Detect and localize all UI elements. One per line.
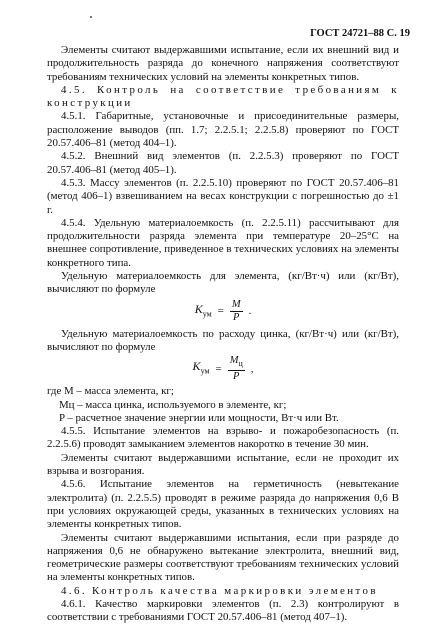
paragraph-zinc-formula-intro: Удельную материалоемкость по расходу цинка, (кг/Вт·ч) или (кг/Вт), вычисляют по формуле <box>47 327 399 353</box>
paragraph-4-5-1: 4.5.1. Габаритные, установочные и присоединительные размеры, расположение выводов (пп. 1.7; 2.2.5.1; 2.2.5.8) проверяют по ГОСТ 20.57.406–81 (метод 404–1). <box>47 110 399 150</box>
formula-lhs: $K_{ум}$ <box>192 359 210 376</box>
paragraph-4-6-1: 4.6.1. Качество маркировки элементов (п. 2.3) контролируют в соответствии с требованиями ГОСТ 20.57.406–81 (метод 407–1). <box>47 597 399 624</box>
formula-equals: = <box>217 304 224 317</box>
paragraph-4-5-5-result: Элементы считают выдержавшими испытание, если не проходит их взрыва и возгорания. <box>47 451 399 478</box>
document-body <box>47 44 399 625</box>
legend-item: где M – масса элемента, кг; <box>47 385 174 398</box>
formula-fraction: $\frac{M}{P}$ <box>231 299 241 324</box>
page-header: ГОСТ 24721–88 С. 19 <box>310 28 410 39</box>
paragraph-4-5-6-result: Элементы считают выдержавшими испытания, если при разряде до напряжения 0,6 не обнаружено вытекание электролита, внешний вид, геометрические размеры соответствуют требованиям технических условий на элементы конкретных типов. <box>47 531 399 584</box>
paragraph-4-5-4: 4.5.4. Удельную материалоемкость (п. 2.2.5.11) рассчитывают для продолжительности разряда элемента при температуре 20–25°С на внешнее сопротивление, приведенное в технических условиях на элементы конкретного типа. <box>47 216 399 269</box>
formula-lhs: $K_{ум}$ <box>194 301 212 319</box>
paragraph-4-5-3: 4.5.3. Массу элементов (п. 2.2.5.10) проверяют по ГОСТ 20.57.406–81 (метод 406–1) взвешиванием на весах конструкции с погрешностью до ±1 г. <box>47 176 399 216</box>
formula-legend <box>47 385 399 425</box>
legend-item: P – расчетное значение энергии или мощности, Вт·ч или Вт. <box>59 411 339 424</box>
formula-fraction: $\frac{M_ц}{P}$ <box>229 355 243 383</box>
formula-specific-material: $K_{ум}$ = $\frac{M}{P}$ . <box>194 299 252 324</box>
paragraph-intro: Элементы считают выдержавшими испытание, если их внешний вид и продолжительность разряда до конечного напряжения соответствуют требованиям технических условий на элементы конкретных типов. <box>47 44 399 83</box>
section-heading-4-6: 4.6. Контроль качества маркировки элементов <box>61 584 378 597</box>
paragraph-4-5-5: 4.5.5. Испытание элементов на взрыво- и пожаробезопасность (п. 2.2.5.6) проводят замыканием элементов накоротко в течение 30 мин. <box>47 425 399 451</box>
paragraph-4-5-6: 4.5.6. Испытание элементов на герметичность (невытекание электролита) (п. 2.2.5.5) проводят в режиме разряда до напряжения 0,6 В при условиях окружающей среды, указанных в технических условиях на элементы конкретных типов. <box>47 478 399 531</box>
legend-item: Mц – масса цинка, используемого в элементе, кг; <box>59 398 287 411</box>
scan-dot <box>90 16 92 18</box>
paragraph-4-5-4-formula-intro: Удельную материалоемкость для элемента, (кг/Вт·ч) или (кг/Вт), вычисляют по формуле <box>47 270 399 296</box>
paragraph-4-5-2: 4.5.2. Внешний вид элементов (п. 2.2.5.3) проверяют по ГОСТ 20.57.406–81 (метод 405–1). <box>47 150 399 176</box>
section-heading-4-5: 4.5. Контроль на соответствие требованиям к конструкции <box>47 83 399 110</box>
formula-specific-zinc: $K_{ум}$ = $\frac{M_ц}{P}$ , <box>192 355 254 383</box>
formula-equals: = <box>215 362 222 375</box>
